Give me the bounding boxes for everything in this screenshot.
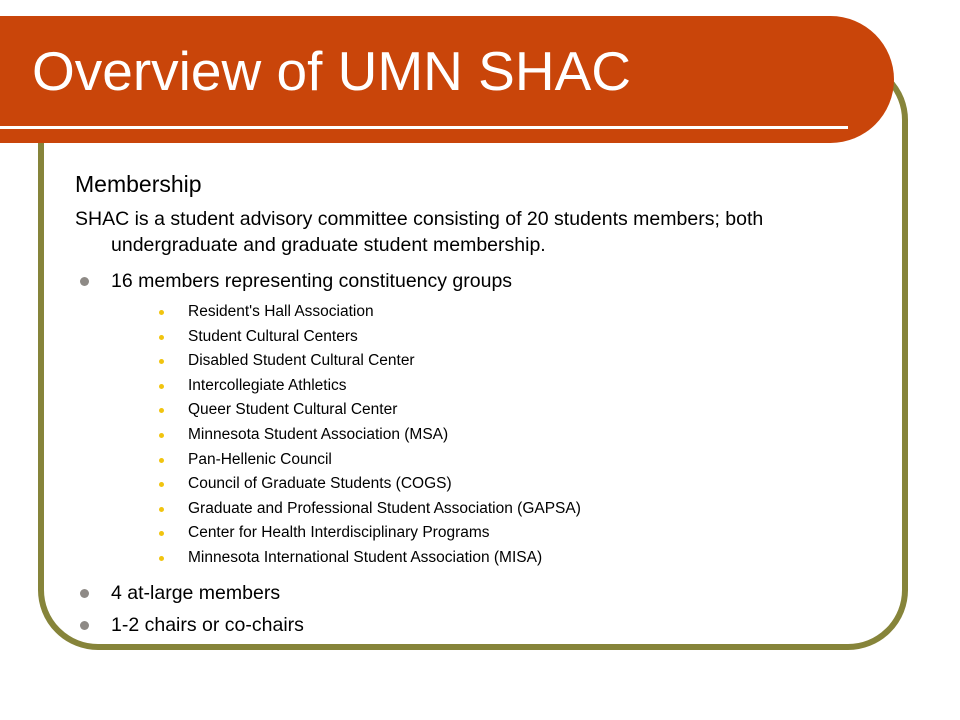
list-item: Disabled Student Cultural Center (111, 349, 875, 374)
bullet-at-large: 4 at-large members (75, 577, 875, 609)
list-item: Intercollegiate Athletics (111, 374, 875, 399)
slide-content (75, 168, 875, 641)
section-heading: Membership (75, 171, 202, 197)
bullet-list (75, 265, 875, 641)
bullet-constituency-groups (75, 265, 875, 571)
constituency-group-list (111, 300, 875, 571)
title-underline (0, 126, 848, 129)
list-item: Council of Graduate Students (COGS) (111, 472, 875, 497)
list-item: Pan-Hellenic Council (111, 448, 875, 473)
list-item: Minnesota Student Association (MSA) (111, 423, 875, 448)
list-item: Resident's Hall Association (111, 300, 875, 325)
list-item: Center for Health Interdisciplinary Programs (111, 521, 875, 546)
bullet-text: 16 members representing constituency groups (111, 270, 513, 292)
intro-paragraph: SHAC is a student advisory committee consisting of 20 students members; both undergraduate and graduate student membership. (75, 208, 764, 256)
bullet-chairs: 1-2 chairs or co-chairs (75, 609, 875, 641)
slide-title: Overview of UMN SHAC (32, 40, 631, 102)
list-item: Queer Student Cultural Center (111, 398, 875, 423)
list-item: Student Cultural Centers (111, 325, 875, 350)
list-item: Graduate and Professional Student Association (GAPSA) (111, 497, 875, 522)
list-item: Minnesota International Student Association (MISA) (111, 546, 875, 571)
